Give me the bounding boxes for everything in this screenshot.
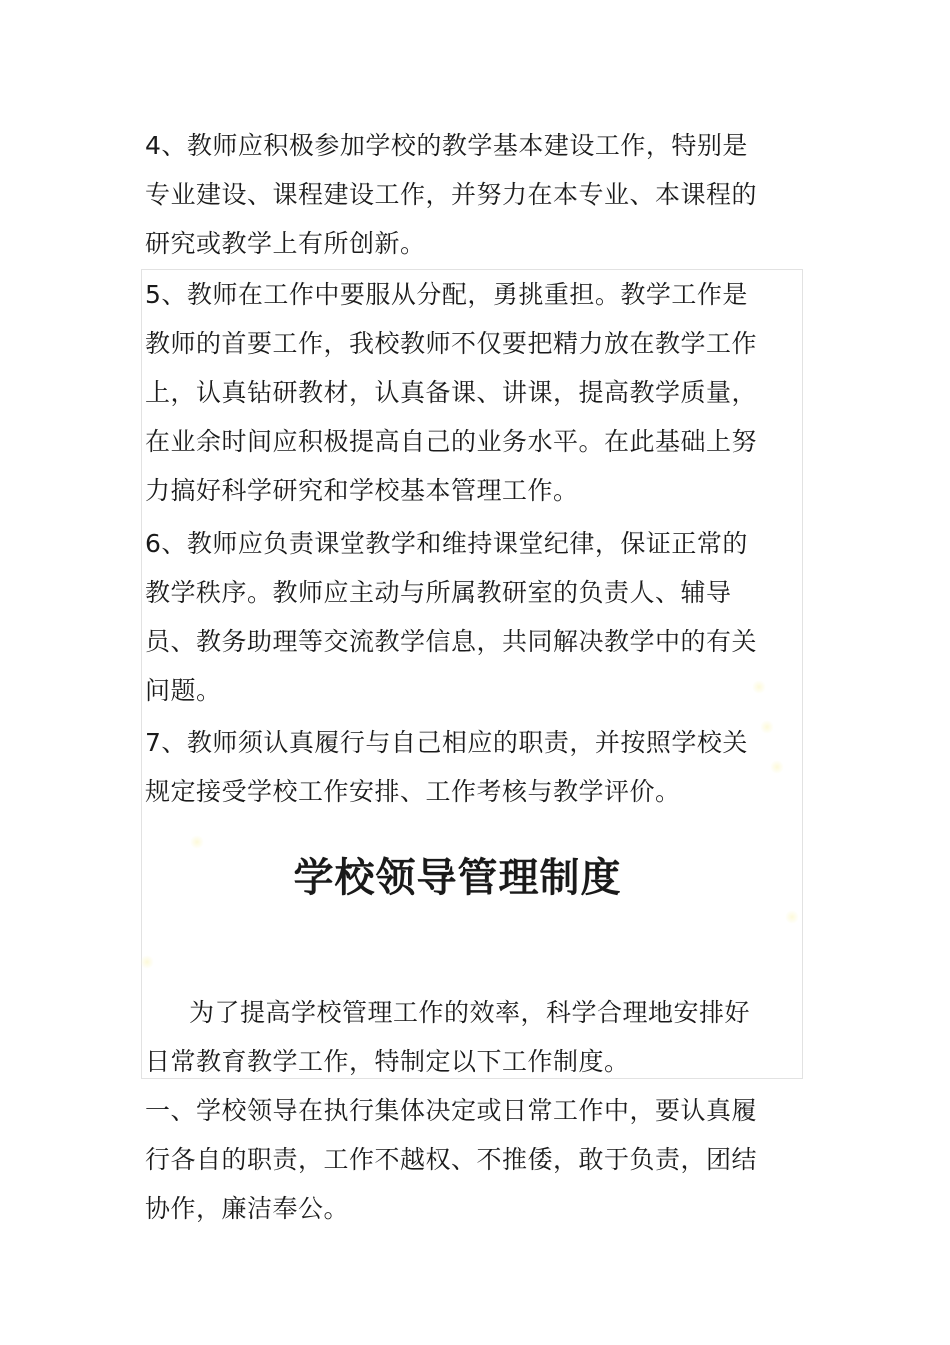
paper-speck — [785, 910, 799, 924]
paper-speck — [770, 760, 784, 774]
section-title: 学校领导管理制度 — [293, 854, 622, 901]
paragraph-4: 4、教师应积极参加学校的教学基本建设工作，特别是专业建设、课程建设工作，并努力在本专业、本课程的研究或教学上有所创新。 — [145, 131, 758, 258]
rule-item-1: 一、学校领导在执行集体决定或日常工作中，要认真履行各自的职责，工作不越权、不推倭，敢于负责，团结协作，廉洁奉公。 — [145, 1096, 758, 1223]
intro-paragraph: 为了提高学校管理工作的效率，科学合理地安排好日常教育教学工作，特制定以下工作制度。 — [145, 998, 751, 1076]
paragraph-5: 5、教师在工作中要服从分配，勇挑重担。教学工作是教师的首要工作，我校教师不仅要把精力放在教学工作上，认真钻研教材，认真备课、讲课，提高教学质量，在业余时间应积极提高自己的业务水平。在此基础上努力搞好科学研究和学校基本管理工作。 — [145, 280, 758, 505]
paragraph-7: 7、教师须认真履行与自己相应的职责，并按照学校关规定接受学校工作安排、工作考核与教学评价。 — [145, 728, 748, 806]
paragraph-6: 6、教师应负责课堂教学和维持课堂纪律，保证正常的教学秩序。教师应主动与所属教研室的负责人、辅导员、教务助理等交流教学信息，共同解决教学中的有关问题。 — [145, 529, 758, 705]
paper-speck — [190, 835, 204, 849]
paper-speck — [140, 955, 154, 969]
